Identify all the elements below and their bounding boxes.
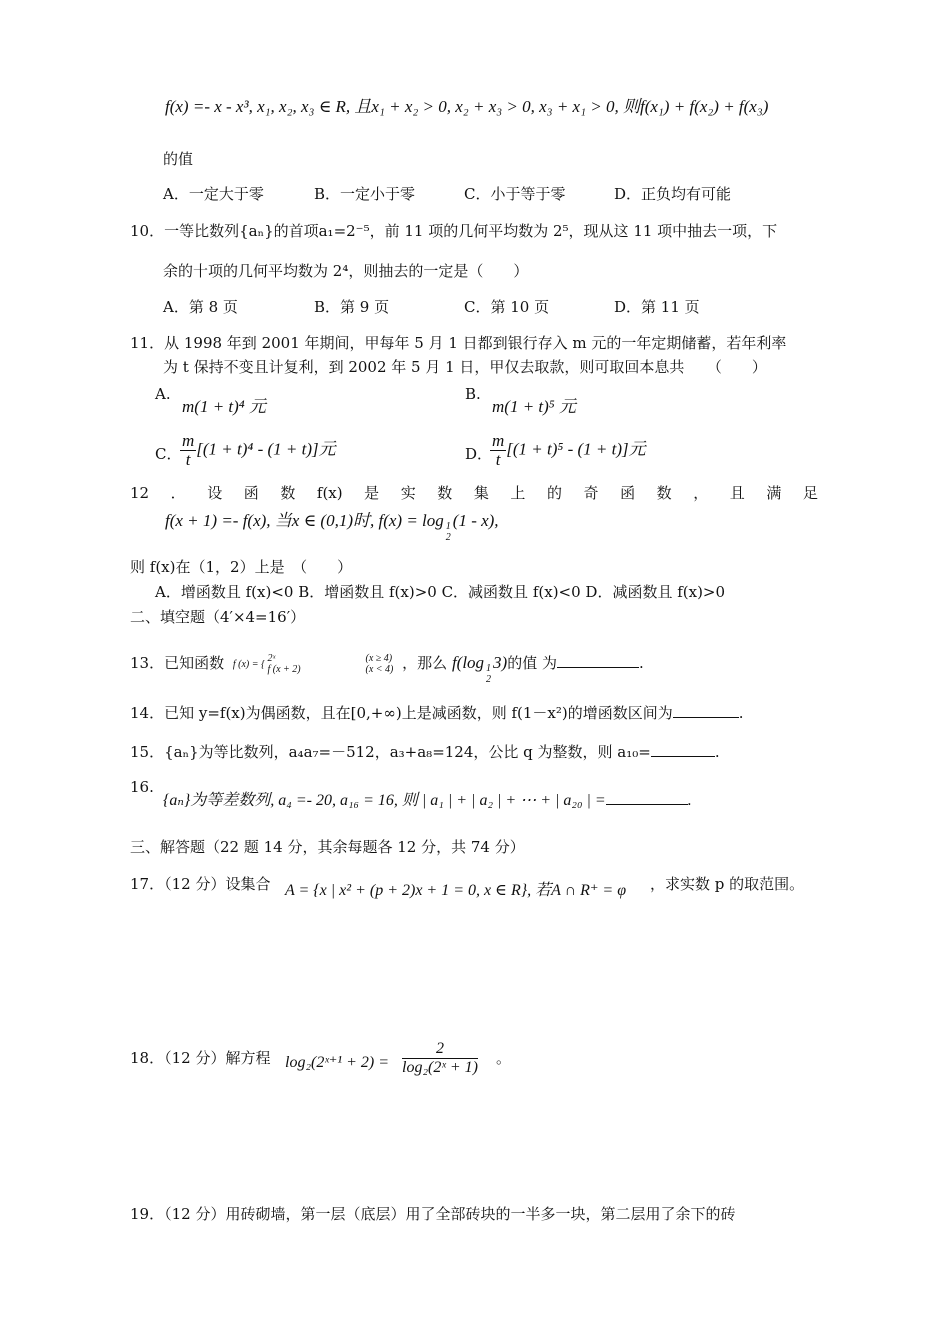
- q14-text: 14．已知 y=f(x)为偶函数，且在[0,+∞)上是减函数，则 f(1－x²)的增函数区间为: [130, 704, 673, 722]
- q11-d-expr: [(1 + t)⁵ - (1 + t)]元: [506, 439, 646, 459]
- q18-lhs: log₂(2ˣ⁺¹ + 2) =: [285, 1054, 390, 1071]
- q17-formula: A = {x | x² + (p + 2)x + 1 = 0, x ∈ R}, 若A ∩ R⁺ = φ: [285, 882, 627, 899]
- q16-answer-blank[interactable]: [606, 789, 688, 805]
- q12-token: 足: [802, 484, 818, 502]
- q12-token: 函: [243, 484, 259, 502]
- q18-denominator: log₂(2ˣ + 1): [402, 1059, 478, 1076]
- q12-log-base-num: 1: [445, 521, 451, 532]
- q10-line2: 余的十项的几何平均数为 2⁴，则抽去的一定是（ ）: [163, 262, 529, 280]
- q13-base-num: 1: [486, 663, 492, 674]
- q9-option-a: A．一定大于零: [163, 185, 264, 203]
- q13-answer-blank[interactable]: [557, 652, 639, 668]
- q18-suffix: 。: [496, 1049, 512, 1067]
- q12-token: 奇: [583, 484, 599, 502]
- q13-piece2: f (x + 2): [267, 664, 301, 675]
- q13-prefix: 13．已知函数: [130, 654, 225, 672]
- q13-piece2-cond: (x < 4): [365, 664, 394, 675]
- q15-text: 15．{aₙ}为等比数列，a₄a₇=－512，a₃+a₈=124，公比 q 为整数，则 a₁₀=: [130, 743, 651, 761]
- q9-option-d: D．正负均有可能: [614, 185, 732, 203]
- q12-token: 数: [280, 484, 296, 502]
- q9-tail: 的值: [163, 150, 194, 168]
- q15-answer-blank[interactable]: [651, 741, 715, 757]
- q13-end: .: [639, 654, 644, 672]
- section-2-heading: 二、填空题（4′×4=16′）: [130, 608, 306, 626]
- q11-option-c-label: C．: [155, 445, 182, 463]
- q12-token: 12: [130, 484, 150, 502]
- q11-line1: 11．从 1998 年到 2001 年期间，甲每年 5 月 1 日都到银行存入 m 元的一年定期储蓄，若年利率: [130, 334, 787, 352]
- q13-log-base: [486, 663, 491, 685]
- q12-token: 实: [400, 484, 416, 502]
- q11-option-d: [490, 432, 646, 469]
- q11-option-d-label: D．: [465, 445, 493, 463]
- q12-options: A．增函数且 f(x)<0 B．增函数且 f(x)>0 C．减函数且 f(x)<0 D．减函数且 f(x)>0: [155, 583, 726, 601]
- q11-d-frac-den: t: [495, 450, 501, 469]
- q19-line: 19．（12 分）用砖砌墙，第一层（底层）用了全部砖块的一半多一块，第二层用了余下的砖: [130, 1205, 736, 1223]
- q9-option-c: C．小于等于零: [464, 185, 566, 203]
- q11-option-a-label: A.: [155, 385, 171, 403]
- q12-token: 的: [546, 484, 562, 502]
- q17-suffix: ，求实数 p 的取范围。: [650, 875, 805, 893]
- q12-token: f(x): [316, 484, 343, 502]
- q13-expr-main: f(log: [451, 653, 485, 672]
- q12-token: 函: [620, 484, 636, 502]
- q9-option-b: B．一定小于零: [314, 185, 416, 203]
- q12-token: 集: [473, 484, 489, 502]
- q13-expr-tail: 3): [493, 653, 508, 672]
- q12-formula-tail: (1 - x),: [452, 511, 499, 530]
- q10-option-d: D．第 11 页: [614, 298, 700, 316]
- q18-prefix: 18．（12 分）解方程: [130, 1049, 271, 1067]
- q12-formula: [165, 510, 499, 543]
- q10-option-a: A．第 8 页: [163, 298, 238, 316]
- q14-line: [130, 702, 744, 724]
- q11-option-b: m(1 + t)⁵ 元: [492, 397, 576, 416]
- q13-line: [130, 652, 644, 685]
- q12-token: ．: [170, 484, 186, 502]
- q10-line1: 10．一等比数列{aₙ}的首项a₁=2⁻⁵，前 11 项的几何平均数为 2⁵，现从这 11 项中抽去一项，下: [130, 222, 778, 240]
- q13-piece1: 2ˣ: [267, 653, 276, 664]
- q10-option-b: B．第 9 页: [314, 298, 390, 316]
- q12-token: 上: [510, 484, 526, 502]
- q12-token: 数: [656, 484, 672, 502]
- q14-end: .: [738, 704, 744, 722]
- q17-prefix: 17．（12 分）设集合: [130, 875, 271, 893]
- q10-option-c: C．第 10 页: [464, 298, 550, 316]
- q16-number: 16.: [130, 778, 154, 796]
- q18-numerator: 2: [402, 1040, 478, 1059]
- q12-log-base: [446, 521, 451, 543]
- q13-expr: [451, 653, 508, 685]
- q12-token: 且: [729, 484, 745, 502]
- q12-token: ，: [693, 484, 709, 502]
- q13-base-den: 2: [486, 674, 492, 685]
- q14-answer-blank[interactable]: [673, 702, 739, 718]
- q16-formula: {aₙ}为等差数列, a₄ =- 20, a₁₆ = 16, 则 | a₁ | + | a₂ | + ⋯ + | a₂₀ | =: [163, 792, 606, 809]
- q16-line: [163, 789, 692, 812]
- q9-formula: f(x) =- x - x³, x₁, x₂, x₃ ∈ R, 且x₁ + x₂ > 0, x₂ + x₃ > 0, x₃ + x₁ > 0, 则f(x₁) + f(x₂) + f(x₃): [165, 97, 769, 116]
- q13-piece1-cond: (x ≥ 4): [365, 653, 393, 664]
- q11-c-frac-den: t: [185, 450, 191, 469]
- q11-option-b-label: B.: [465, 385, 481, 403]
- q12-token: 满: [766, 484, 782, 502]
- q16-end: .: [687, 792, 692, 809]
- q12-token: 数: [437, 484, 453, 502]
- q13-suffix: 的值 为: [507, 654, 557, 672]
- section-3-heading: 三、解答题（22 题 14 分，其余每题各 12 分，共 74 分）: [130, 838, 525, 856]
- q11-c-frac-num: m: [182, 431, 195, 450]
- q15-end: .: [714, 743, 720, 761]
- q11-option-a: m(1 + t)⁴ 元: [182, 397, 266, 416]
- q11-d-frac-num: m: [492, 431, 505, 450]
- q13-piecewise: [233, 653, 393, 675]
- q15-line: [130, 741, 720, 763]
- q13-piece-rows: [268, 653, 394, 675]
- q12-line1: [130, 482, 818, 504]
- q12-line3: 则 f(x)在（1，2）上是 （ ）: [130, 558, 353, 576]
- q18-fraction: [402, 1040, 478, 1077]
- q12-token: 是: [364, 484, 380, 502]
- q12-log-base-den: 2: [445, 532, 451, 543]
- q11-c-expr: [(1 + t)⁴ - (1 + t)]元: [196, 439, 336, 459]
- q11-line2: 为 t 保持不变且计复利，到 2002 年 5 月 1 日，甲仅去取款，则可取回本息共 （ ）: [163, 358, 767, 376]
- q12-token: 设: [207, 484, 223, 502]
- q11-option-c: [180, 432, 336, 469]
- q13-mid: ，那么: [402, 654, 448, 672]
- q13-piece-fx: f (x) = {: [232, 658, 265, 670]
- q12-formula-main: f(x + 1) =- f(x), 当x ∈ (0,1)时, f(x) = log: [165, 511, 444, 530]
